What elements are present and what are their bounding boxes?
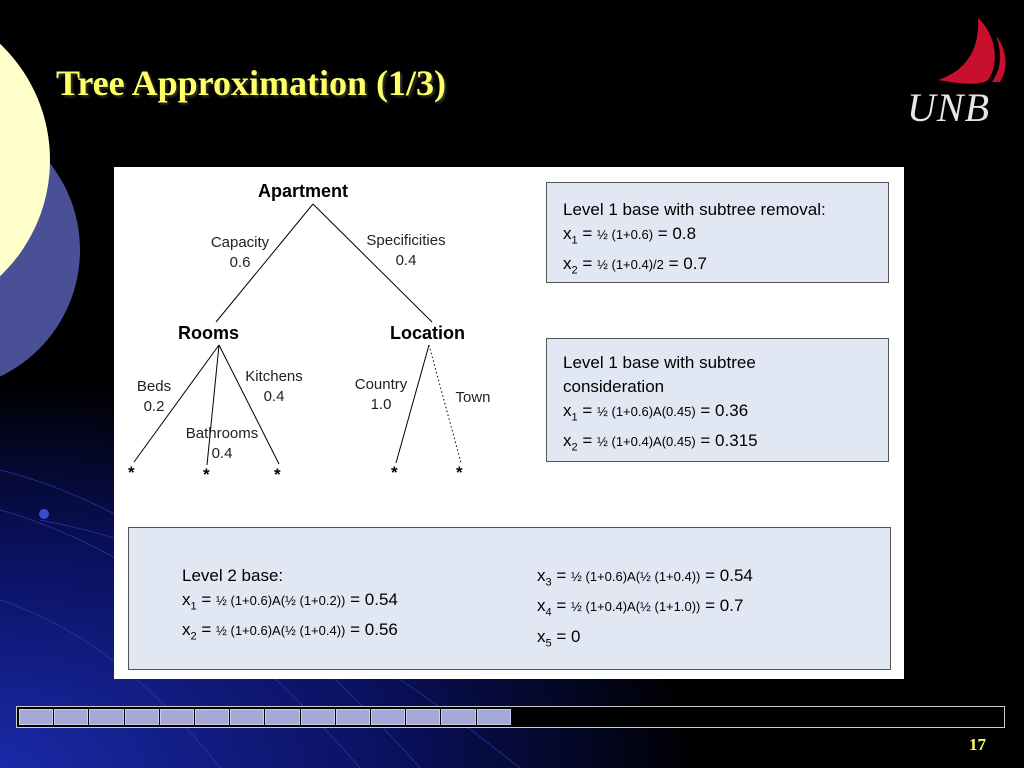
node-location: Location: [390, 323, 465, 343]
progress-segment: [89, 709, 123, 725]
leaf-marker-bathrooms: *: [203, 465, 210, 484]
box3-x3: $x_3$ = ½ (1+0.6)A(½ (1+0.4)) = 0.54: [537, 566, 753, 589]
edge-label-town: Town: [455, 389, 491, 406]
box2-heading-line1: Level 1 base with subtree: [563, 353, 756, 372]
leaf-marker-kitchens: *: [274, 465, 281, 484]
progress-segment: [125, 709, 159, 725]
box3-x2: $x_2$ = ½ (1+0.6)A(½ (1+0.4)) = 0.56: [182, 620, 398, 643]
progress-segment: [230, 709, 264, 725]
edge-label-capacity: Capacity 0.6: [210, 234, 270, 271]
progress-segment: [19, 709, 53, 725]
progress-segment: [477, 709, 511, 725]
edge-label-country: Country 1.0: [354, 376, 408, 413]
progress-segment: [160, 709, 194, 725]
node-apartment: Apartment: [258, 181, 349, 201]
level1-subtree-consideration-box: [546, 338, 889, 462]
box1-heading: Level 1 base with subtree removal:: [563, 200, 826, 219]
edge-label-specificities: Specificities 0.4: [366, 232, 446, 269]
progress-segment: [371, 709, 405, 725]
edge-label-beds: Beds 0.2: [136, 378, 172, 415]
page-number: 17: [969, 735, 986, 754]
level1-subtree-removal-box: [546, 182, 889, 283]
level2-base-box: [128, 527, 891, 670]
box1-x1: $x_1$ = ½ (1+0.6) = 0.8: [563, 224, 697, 247]
progress-segment: [441, 709, 475, 725]
progress-segment: [406, 709, 440, 725]
edge-label-kitchens: Kitchens 0.4: [245, 368, 303, 405]
slide-progress-bar: [16, 706, 1005, 728]
progress-segment: [301, 709, 335, 725]
box1-x2: $x_2$ = ½ (1+0.4)/2 = 0.7: [563, 254, 707, 277]
progress-segment: [195, 709, 229, 725]
progress-segment: [265, 709, 299, 725]
box2-x1: $x_1$ = ½ (1+0.6)A(0.45) = 0.36: [563, 401, 749, 424]
box3-x4: $x_4$ = ½ (1+0.4)A(½ (1+1.0)) = 0.7: [537, 596, 744, 619]
progress-segment: [54, 709, 88, 725]
leaf-marker-town: *: [456, 463, 463, 482]
leaf-marker-country: *: [391, 463, 398, 482]
progress-segment: [336, 709, 370, 725]
box2-heading-line2: consideration: [563, 377, 665, 396]
level2-right-column: [537, 564, 753, 655]
box3-x5: $x_5 = 0$: [537, 626, 581, 650]
unb-logo-text: UNB: [907, 85, 990, 130]
leaf-marker-beds: *: [128, 463, 135, 482]
box2-x2: $x_2$ = ½ (1+0.4)A(0.45) = 0.315: [563, 431, 758, 454]
slide-title: Tree Approximation (1/3): [56, 63, 446, 103]
edge-label-bathrooms: Bathrooms 0.4: [185, 425, 259, 462]
box3-heading: Level 2 base:: [182, 566, 284, 585]
tree-approximation-figure: [114, 167, 904, 679]
node-rooms: Rooms: [178, 323, 240, 343]
level2-left-column: [182, 564, 398, 649]
box3-x1: $x_1$ = ½ (1+0.6)A(½ (1+0.2)) = 0.54: [182, 590, 398, 613]
